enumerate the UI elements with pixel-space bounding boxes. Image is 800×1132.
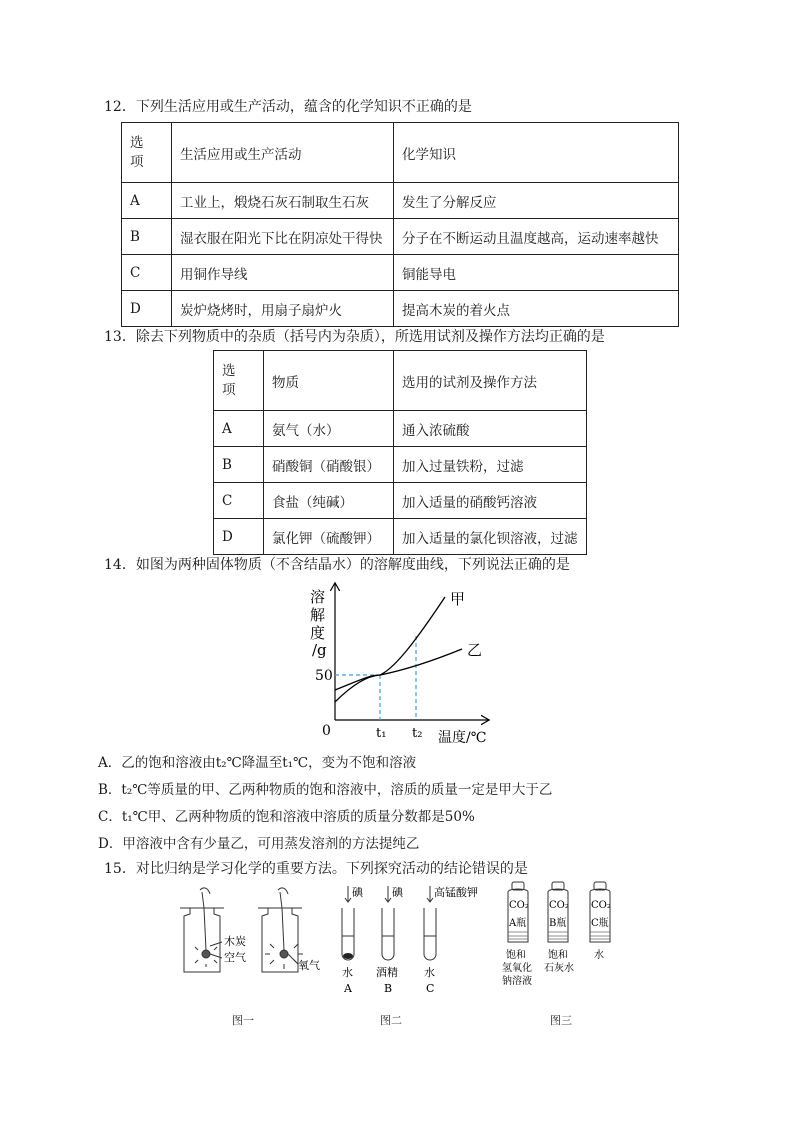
q14-option-d: D．甲溶液中含有少量乙，可用蒸发溶剂的方法提纯乙 bbox=[98, 836, 420, 852]
q14-option-c: C．t₁℃甲、乙两种物质的饱和溶液中溶质的质量分数都是50% bbox=[98, 809, 475, 825]
t1-label: t₁ bbox=[376, 726, 387, 741]
q12-header-row bbox=[122, 123, 679, 183]
table-cell: 分子在不断运动且温度越高，运动速率越快 bbox=[394, 219, 679, 255]
fig2-reagent-c: 高锰酸钾 bbox=[434, 886, 478, 899]
table-cell: 加入适量的氯化钡溶液，过滤 bbox=[394, 519, 587, 555]
table-cell: 湿衣服在阳光下比在阴凉处干得快 bbox=[172, 219, 394, 255]
fig3-bottle-c: C瓶 bbox=[591, 918, 609, 929]
fig3-liquid-b-2: 石灰水 bbox=[544, 963, 574, 974]
fig3-gas-a: CO₂ bbox=[509, 900, 529, 911]
table-cell: 工业上，煅烧石灰石制取生石灰 bbox=[172, 183, 394, 219]
curve-jia-label: 甲 bbox=[450, 590, 466, 608]
q12-table bbox=[121, 122, 679, 327]
y-label-1: 溶 bbox=[310, 588, 326, 606]
q12-stem: 12．下列生活应用或生产活动，蕴含的化学知识不正确的是 bbox=[104, 99, 472, 115]
figure-3-co2-bottles bbox=[496, 878, 626, 1008]
y-label-2: 解 bbox=[310, 606, 326, 624]
table-cell: 提高木炭的着火点 bbox=[394, 291, 679, 327]
table-cell: 炭炉烧烤时，用扇子扇炉火 bbox=[172, 291, 394, 327]
origin-label: 0 bbox=[322, 723, 331, 739]
fig2-liquid-b: 酒精 bbox=[376, 966, 398, 979]
q13-header-substance: 物质 bbox=[264, 351, 394, 411]
figure-2-test-tubes bbox=[330, 880, 478, 1004]
q13-stem: 13．除去下列物质中的杂质（括号内为杂质），所选用试剂及操作方法均正确的是 bbox=[104, 329, 605, 345]
table-cell: A bbox=[214, 411, 264, 447]
fig1-caption: 图一 bbox=[232, 1014, 254, 1027]
table-cell: 氯化钾（硫酸钾） bbox=[264, 519, 394, 555]
y-label-3: 度 bbox=[310, 624, 326, 642]
fig3-bottle-b: B瓶 bbox=[549, 918, 567, 929]
guide-lines bbox=[335, 636, 416, 720]
table-row bbox=[122, 219, 679, 255]
table-cell: 铜能导电 bbox=[394, 255, 679, 291]
q13-table bbox=[213, 350, 587, 555]
fig2-reagent-b: 碘 bbox=[392, 886, 403, 899]
q15-stem: 15．对比归纳是学习化学的重要方法。下列探究活动的结论错误的是 bbox=[104, 861, 528, 877]
curve-yi bbox=[335, 649, 462, 702]
fig2-reagent-a: 碘 bbox=[352, 886, 363, 899]
table-cell: C bbox=[122, 255, 172, 291]
fig3-gas-c: CO₂ bbox=[591, 900, 611, 911]
table-row bbox=[122, 291, 679, 327]
fig3-liquid-c-1: 水 bbox=[594, 950, 604, 961]
table-cell: 用铜作导线 bbox=[172, 255, 394, 291]
fig3-liquid-a-3: 钠溶液 bbox=[502, 976, 532, 987]
table-cell: B bbox=[214, 447, 264, 483]
y-label-4: /g bbox=[312, 641, 327, 659]
solubility-graph bbox=[300, 572, 500, 748]
fig2-liquid-c: 水 bbox=[424, 966, 435, 979]
fig3-liquid-a-2: 氢氧化 bbox=[502, 963, 532, 974]
table-cell: 加入过量铁粉，过滤 bbox=[394, 447, 587, 483]
fig2-letter-a: A bbox=[344, 982, 352, 995]
table-cell: 通入浓硫酸 bbox=[394, 411, 587, 447]
curve-yi-label: 乙 bbox=[467, 641, 483, 659]
table-cell: C bbox=[214, 483, 264, 519]
fig1-label-air: 空气 bbox=[224, 951, 246, 964]
fig2-letter-c: C bbox=[426, 982, 435, 995]
fig1-label-charcoal: 木炭 bbox=[224, 935, 246, 948]
fig3-liquid-b-1: 饱和 bbox=[548, 950, 568, 961]
q12-header-activity: 生活应用或生产活动 bbox=[172, 123, 394, 183]
fig3-liquid-a-1: 饱和 bbox=[506, 950, 526, 961]
table-cell: 硝酸铜（硝酸银） bbox=[264, 447, 394, 483]
table-row bbox=[214, 447, 587, 483]
fig3-bottle-a: A瓶 bbox=[509, 918, 527, 929]
table-cell: B bbox=[122, 219, 172, 255]
table-cell: 氨气（水） bbox=[264, 411, 394, 447]
table-row bbox=[214, 519, 587, 555]
table-cell: 食盐（纯碱） bbox=[264, 483, 394, 519]
table-cell: 加入适量的硝酸钙溶液 bbox=[394, 483, 587, 519]
table-cell: D bbox=[214, 519, 264, 555]
fig2-liquid-a: 水 bbox=[342, 966, 353, 979]
q14-option-b: B．t₂℃等质量的甲、乙两种物质的饱和溶液中，溶质的质量一定是甲大于乙 bbox=[98, 782, 553, 798]
curve-jia bbox=[335, 597, 445, 690]
q12-header-option: 选 项 bbox=[122, 123, 172, 183]
fig3-caption: 图三 bbox=[550, 1014, 572, 1027]
table-cell: D bbox=[122, 291, 172, 327]
fig2-caption: 图二 bbox=[380, 1014, 402, 1027]
figure-1-combustion bbox=[170, 880, 330, 980]
table-row bbox=[214, 483, 587, 519]
y-tick-50: 50 bbox=[315, 668, 333, 684]
q13-header-method: 选用的试剂及操作方法 bbox=[394, 351, 587, 411]
q12-header-knowledge: 化学知识 bbox=[394, 123, 679, 183]
fig1-label-oxygen: 氧气 bbox=[298, 959, 320, 972]
table-row bbox=[122, 183, 679, 219]
q14-stem: 14．如图为两种固体物质（不含结晶水）的溶解度曲线，下列说法正确的是 bbox=[104, 557, 570, 573]
table-cell: A bbox=[122, 183, 172, 219]
table-cell: 发生了分解反应 bbox=[394, 183, 679, 219]
table-row bbox=[214, 411, 587, 447]
fig2-letter-b: B bbox=[384, 982, 393, 995]
x-axis-label: 温度/℃ bbox=[438, 730, 487, 746]
table-row bbox=[122, 255, 679, 291]
q14-option-a: A．乙的饱和溶液由t₂℃降温至t₁℃，变为不饱和溶液 bbox=[98, 755, 417, 771]
q13-header-row bbox=[214, 351, 587, 411]
q13-header-option: 选 项 bbox=[214, 351, 264, 411]
fig3-gas-b: CO₂ bbox=[549, 900, 569, 911]
t2-label: t₂ bbox=[412, 726, 423, 741]
